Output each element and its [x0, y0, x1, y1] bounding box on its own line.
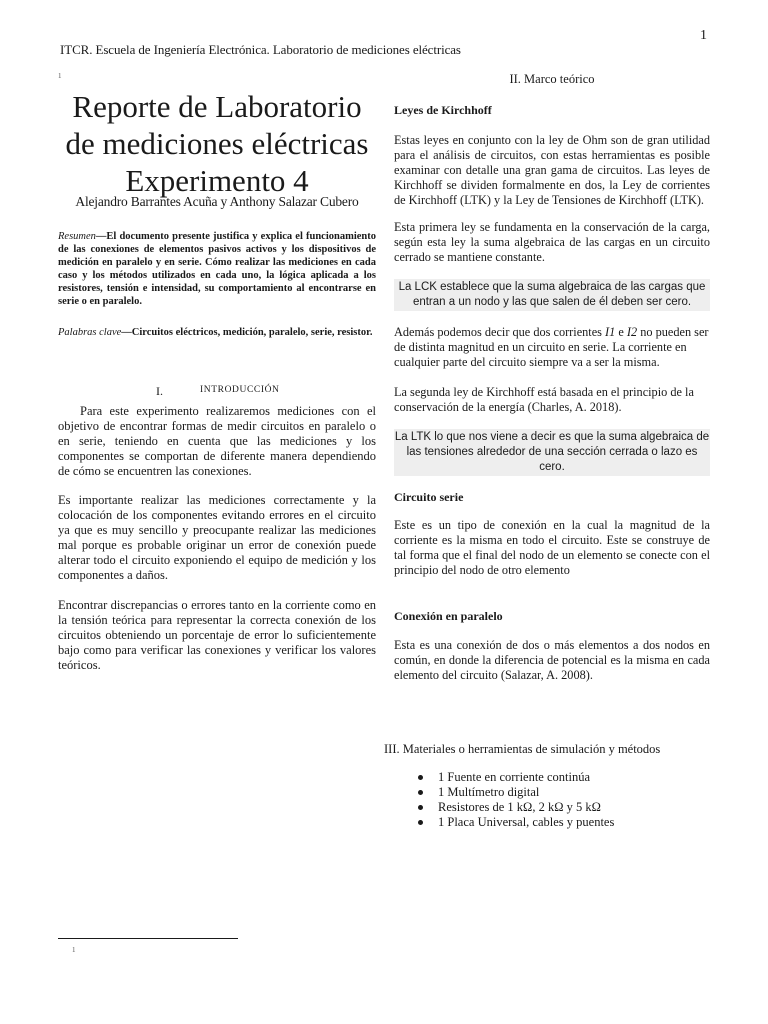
authors: Alejandro Barrantes Acuña y Anthony Salazar Cubero — [75, 194, 359, 209]
keywords — [58, 326, 376, 339]
kirchhoff-paragraph-4: La segunda ley de Kirchhoff está basada en el principio de la conservación de la energía (Charles, A. 2018). — [394, 385, 694, 414]
subheading-parallel: Conexión en paralelo — [394, 609, 503, 623]
lck-callout: La LCK establece que la suma algebraica de las cargas que entran a un nodo y las que salen de él deben ser cero. — [394, 279, 710, 311]
materials-list — [418, 770, 614, 830]
abstract-text: El documento presente justifica y explica el funcionamiento de las conexiones de elementos pasivos activos y los dispositivos de medición en paralelo y en serie. Cómo realizar las mediciones en cada caso y los métodos utilizados en cada uno, la lógica aplicada a los resistores, tensión e intensidad, su comportamiento al encontrarse en serie o en paralelo. — [58, 231, 376, 307]
page-number: 1 — [700, 28, 707, 43]
ltk-callout: La LTK lo que nos viene a decir es que la suma algebraica de las tensiones alrededor de una sección cerrada o lazo es cero. — [394, 429, 710, 476]
list-item: 1 Placa Universal, cables y puentes — [418, 815, 614, 830]
list-item: Resistores de 1 kΩ, 2 kΩ y 5 kΩ — [418, 800, 614, 815]
running-header: ITCR. Escuela de Ingeniería Electrónica. Laboratorio de mediciones eléctricas — [60, 42, 461, 57]
title-line-2: de mediciones eléctricas — [65, 126, 369, 161]
intro-paragraph-2: Es importante realizar las mediciones correctamente y la colocación de los componentes evitando errores en el circuito ya que es muy sencillo y preocupante realizar las mediciones mal porque es probable originar un error de conexión puede alterar todo el circuito exponiendo el equipo de medición y los componentes a daños. — [58, 493, 376, 582]
keywords-label: Palabras clave — [58, 327, 122, 338]
kirchhoff-paragraph-2: Esta primera ley se fundamenta en la conservación de la carga, según esta ley la suma algebraica de las cargas en un circuito cerrado se mantiene constante. — [394, 220, 710, 264]
intro-paragraph-1: Para este experimento realizaremos mediciones con el objetivo de encontrar formas de medir circuitos en paralelo o en serie, teniendo en cuenta que las mediciones y los componentes se comportan de diferente manera dependiendo de cómo se encuentren las conexiones. — [58, 404, 376, 478]
section-title: INTRODUCCIÓN — [200, 385, 280, 395]
list-item: 1 Fuente en corriente continúa — [418, 770, 614, 785]
kirchhoff-paragraph-1: Estas leyes en conjunto con la ley de Ohm son de gran utilidad para el análisis de circuitos, con estas herramientas es posible examinar con detalle una gran gama de circuitos. Las leyes de Kirchhoff se dividen formalmente en dos, la Ley de corrientes de Kirchhoff (LTK) y la Ley de Tensiones de Kirchhoff (LTK). — [394, 133, 710, 207]
current-i2: I2 — [626, 325, 638, 339]
para3-part-a: Además podemos decir que dos corrientes — [394, 325, 606, 339]
title-line-3: Experimento 4 — [125, 163, 309, 198]
subheading-kirchhoff: Leyes de Kirchhoff — [394, 103, 492, 117]
abstract-dash: — — [95, 231, 107, 242]
keywords-dash: — — [121, 327, 132, 338]
keywords-text: Circuitos eléctricos, medición, paralelo, serie, resistor. — [131, 327, 373, 338]
para3-part-b: e — [615, 325, 627, 339]
section-heading-marco-teorico: II. Marco teórico — [509, 72, 595, 86]
footnote-marker: 1 — [58, 72, 62, 80]
footnote-rule — [58, 938, 238, 939]
intro-paragraph-3: Encontrar discrepancias o errores tanto en la corriente como en la tensión teórica para representar la correcta conexión de los circuitos obteniendo un porcentaje de error lo suficientemente bajo como para verificar las conexiones y verificar los valores teóricos. — [58, 598, 376, 672]
list-item: 1 Multímetro digital — [418, 785, 614, 800]
parallel-paragraph: Esta es una conexión de dos o más elementos a dos nodos en común, en donde la diferencia de potencial es la misma en cada elemento del circuito (Salazar, A. 2008). — [394, 638, 710, 682]
kirchhoff-paragraph-3 — [394, 325, 710, 370]
subheading-series: Circuito serie — [394, 490, 464, 504]
abstract-label: Resumen — [58, 231, 96, 242]
paper-title — [52, 88, 382, 199]
title-line-1: Reporte de Laboratorio — [72, 89, 362, 124]
footnote-marker-bottom: 1 — [72, 946, 76, 954]
section-number: I. — [156, 384, 163, 398]
section-heading-materiales: III. Materiales o herramientas de simulación y métodos — [384, 742, 661, 756]
series-paragraph: Este es un tipo de conexión en la cual la magnitud de la corriente es la misma en todo el circuito. Este se construye de tal forma que el final del nodo de un elemento se conecte con el principio del nodo de otro elemento — [394, 518, 710, 577]
abstract — [58, 230, 376, 308]
para3-part-c: no pueden ser de distinta magnitud en un circuito en serie. La corriente en cualquier parte del circuito siempre va a ser la misma. — [394, 325, 709, 369]
current-i1: I1 — [605, 325, 616, 339]
